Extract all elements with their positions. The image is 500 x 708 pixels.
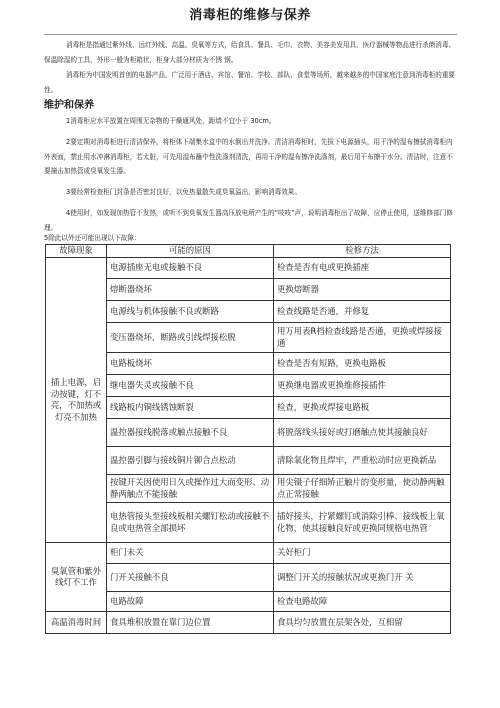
table-row xyxy=(46,447,451,475)
fix-cell: 清除氧化物且焊牢，严重松动时应更换新品 xyxy=(274,447,451,475)
table-row xyxy=(46,475,451,503)
table-row xyxy=(46,503,451,543)
fix-cell: 检查，更换或焊接电路板 xyxy=(274,397,451,419)
intro-paragraph-1: 消毒柜是指通过紫外线、远红外线、高温、臭氧等方式，给食具、餐具、毛巾、衣物、美容美发用具、医疗器械等物品进行杀菌消毒、保温除湿的工具，外形一般为柜箱状，柜身大部分材质为不锈 钢。 xyxy=(44,41,456,64)
intro-paragraph-2: 消毒柜为中国发明首创的电器产品，广泛用于酒店、宾馆、餐馆、学校、部队、食堂等场所，越来越多的中国家庭注意到消毒柜的重要性。 xyxy=(44,71,456,94)
cause-cell: 电路板烧坏 xyxy=(107,353,274,375)
cause-cell: 按键开关因使用日久或操作过大而变形、动静两触点不能接触 xyxy=(107,475,274,503)
fix-cell: 关好柜门 xyxy=(274,543,451,564)
page-title: 消毒柜的维修与保养 xyxy=(189,8,311,23)
symptom-cell: 高温消毒时间 xyxy=(46,612,107,634)
fix-cell: 调整门开关的接触状况或更换门开 关 xyxy=(274,564,451,592)
fix-cell: 检查是否有电或更换插座 xyxy=(274,258,451,279)
table-row xyxy=(46,564,451,592)
cause-cell: 柜门未关 xyxy=(107,543,274,564)
section-heading: 维护和保养 xyxy=(44,100,94,111)
symptom-cell: 插上电源，启动按键，灯不亮，不加热或灯亮不加热 xyxy=(46,258,107,543)
table-header-row xyxy=(46,245,451,258)
fix-cell: 插好接头，拧紧螺钉或消除引棒、接线板上氧化物，使其接触良好或更换同规格电热管 xyxy=(274,503,451,543)
cause-cell: 食具堆积放置在靠门边位置 xyxy=(107,612,274,634)
table-row xyxy=(46,419,451,447)
maintenance-item-3: 3要经常检查柜门封条是否密封良好，以免热量散失或臭氧溢出，影响消毒效果。 xyxy=(66,188,301,196)
cause-cell: 变压器烧坏，断路或引线焊接松脱 xyxy=(107,323,274,353)
maintenance-item-1: 1消毒柜应水平放置在周围无杂物的干燥通风处，距墙不宜小于 30cm。 xyxy=(66,117,276,125)
cause-cell: 电源插座无电或接触不良 xyxy=(107,258,274,279)
title-divider xyxy=(44,34,457,35)
cause-cell: 继电器失灵或接触不良 xyxy=(107,375,274,397)
header-fix: 检修方法 xyxy=(274,245,451,258)
fix-cell: 检查是否有短路，更换电路板 xyxy=(274,353,451,375)
fault-table xyxy=(45,244,451,634)
cause-cell: 温控器接线脱落或触点接触不良 xyxy=(107,419,274,447)
table-row xyxy=(46,258,451,279)
cause-cell: 门开关接触不良 xyxy=(107,564,274,592)
table-row xyxy=(46,543,451,564)
table-row xyxy=(46,279,451,301)
header-cause: 可能的原因 xyxy=(107,245,274,258)
cause-cell: 电路故障 xyxy=(107,592,274,612)
table-row xyxy=(46,375,451,397)
table-row xyxy=(46,323,451,353)
fix-cell: 食具均匀放置在层架各处，互相留 xyxy=(274,612,451,634)
fix-cell: 用万用表R档检查线路是否通，更换或焊接接通 xyxy=(274,323,451,353)
cause-cell: 电热管接头至接线板相关螺钉松动或接触不良或电热管全部损坏 xyxy=(107,503,274,543)
maintenance-item-4: 4使用时，如发现加热管不发热，或听不到臭氧发生器高压放电所产生的“吱吱”声，说明消毒柜出了故障，应停止使用，送维修部门修理。 xyxy=(44,209,453,232)
fix-cell: 检查电路故障 xyxy=(274,592,451,612)
fix-cell: 检查线路是否通，并修复 xyxy=(274,301,451,323)
fix-cell: 更换继电器或更换维修接插件 xyxy=(274,375,451,397)
table-row xyxy=(46,353,451,375)
table-row xyxy=(46,301,451,323)
fix-cell: 更换熔断器 xyxy=(274,279,451,301)
maintenance-item-2: 2要定期对消毒柜进行清洁保养，将柜体下端集水盒中的水倒出并洗净。清洁消毒柜时，先拔下电源插头，用干净的湿布擦拭消毒柜内外表面，禁止用水冲淋消毒柜，若太脏，可先用湿布蘸中性洗涤剂清洗，再用干净的湿布擦净洗涤剂，最后用干布擦干水分。清洁时，注意不要撞击加热管或臭氧发生器。 xyxy=(44,138,453,175)
cause-cell: 电源线与机体接触不良或断路 xyxy=(107,301,274,323)
symptom-cell: 臭氧管和紫外线灯不工作 xyxy=(46,543,107,612)
fix-cell: 用尖镊子仔细矫正触片的变形量，使动静两触点正常接触 xyxy=(274,475,451,503)
cause-cell: 线路板内铜线锈蚀断裂 xyxy=(107,397,274,419)
header-symptom: 故障现象 xyxy=(46,245,107,258)
table-intro: 5除此以外还可能出现以下故障： xyxy=(44,234,141,242)
cause-cell: 熔断器烧坏 xyxy=(107,279,274,301)
table-row xyxy=(46,397,451,419)
fix-cell: 将脱落线头接好或打磨触点使其接触良好 xyxy=(274,419,451,447)
table-row xyxy=(46,592,451,612)
cause-cell: 温控器引脚与接线铜片铆合点松动 xyxy=(107,447,274,475)
table-row xyxy=(46,612,451,634)
